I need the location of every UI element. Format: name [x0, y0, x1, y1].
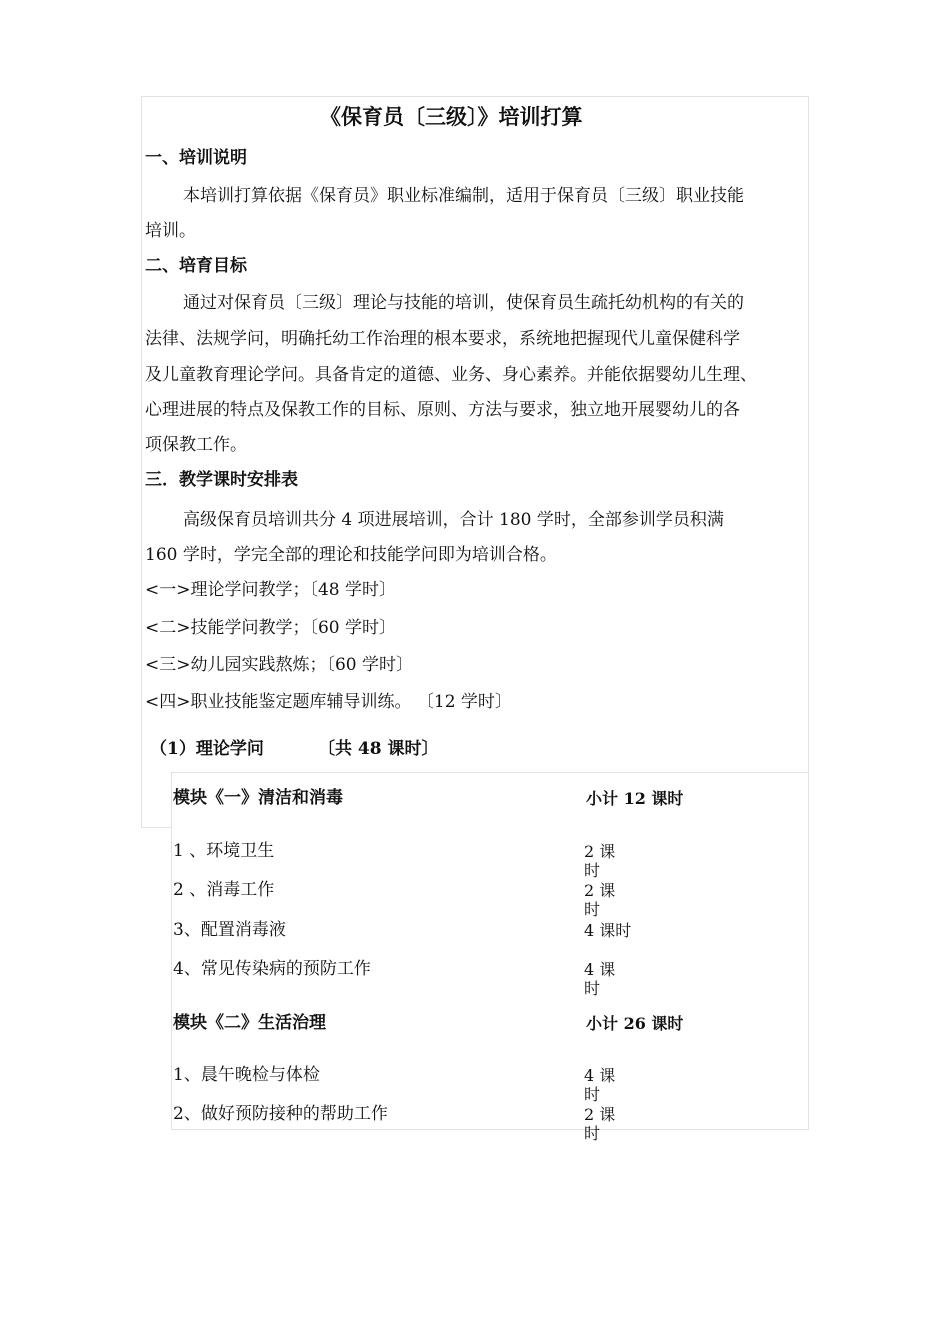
theory-total: 〔共 48 课时〕 [318, 739, 439, 759]
section-1-paragraph: 本培训打算依据《保育员》职业标准编制，适用于保育员〔三级〕职业技能 [183, 186, 744, 206]
section-1-paragraph-cont: 培训。 [145, 221, 196, 241]
page-frame-tick [141, 827, 171, 828]
theory-label: （1）理论学问 [150, 739, 264, 759]
table-row-name: 1 、环境卫生 [173, 841, 275, 861]
table-row-hours: 2 课时 [584, 881, 616, 919]
table-row-hours: 4 课时 [584, 960, 616, 998]
section-heading-3: 三．教学课时安排表 [145, 470, 298, 490]
table-row-name: 4、常见传染病的预防工作 [173, 959, 371, 979]
section-2-line: 通过对保育员〔三级〕理论与技能的培训，使保育员生疏托幼机构的有关的 [183, 293, 744, 313]
table-row-hours: 2 课时 [584, 1105, 616, 1143]
section-2-line: 心理进展的特点及保教工作的目标、原则、方法与要求，独立地开展婴幼儿的各 [145, 400, 740, 420]
page-frame-right [808, 96, 809, 1130]
table-border-bottom [171, 1129, 809, 1130]
table-row-hours: 2 课时 [584, 842, 616, 880]
module-2-hours: 小计 26 课时 [586, 1014, 684, 1033]
table-row-name: 3、配置消毒液 [173, 920, 286, 940]
table-row-name: 2、做好预防接种的帮助工作 [173, 1104, 388, 1124]
page-frame-left [141, 96, 142, 828]
section-3-line: 160 学时，学完全部的理论和技能学问即为培训合格。 [145, 545, 557, 565]
table-row-name: 1、晨午晚检与体检 [173, 1065, 320, 1085]
list-item: <一>理论学问教学；〔48 学时〕 [145, 580, 397, 600]
table-row-name: 2 、消毒工作 [173, 880, 275, 900]
module-1-hours: 小计 12 课时 [586, 789, 684, 808]
module-2-name: 模块《二》生活治理 [173, 1013, 326, 1033]
module-1-name: 模块《一》清洁和消毒 [173, 788, 343, 808]
page-title: 《保育员〔三级〕》培训打算 [320, 104, 583, 129]
table-border-left [171, 772, 172, 1130]
page-frame-top [141, 96, 809, 97]
section-2-line: 及儿童教育理论学问。具备肯定的道德、业务、身心素养。并能依据婴幼儿生理、 [145, 365, 757, 385]
list-item: <四>职业技能鉴定题库辅导训练。 〔12 学时〕 [145, 692, 512, 712]
list-item: <三>幼儿园实践熬炼；〔60 学时〕 [145, 655, 414, 675]
table-row-hours: 4 课时 [584, 1066, 616, 1104]
section-heading-2: 二、培育目标 [145, 256, 247, 276]
section-3-line: 高级保育员培训共分 4 项进展培训，合计 180 学时，全部参训学员积满 [183, 510, 724, 530]
section-2-line: 法律、法规学问，明确托幼工作治理的根本要求，系统地把握现代儿童保健科学 [145, 329, 740, 349]
table-border-top [171, 772, 809, 773]
section-heading-1: 一、培训说明 [145, 148, 247, 168]
list-item: <二>技能学问教学；〔60 学时〕 [145, 618, 397, 638]
section-2-line: 项保教工作。 [145, 435, 247, 455]
table-row-hours: 4 课时 [584, 921, 632, 940]
